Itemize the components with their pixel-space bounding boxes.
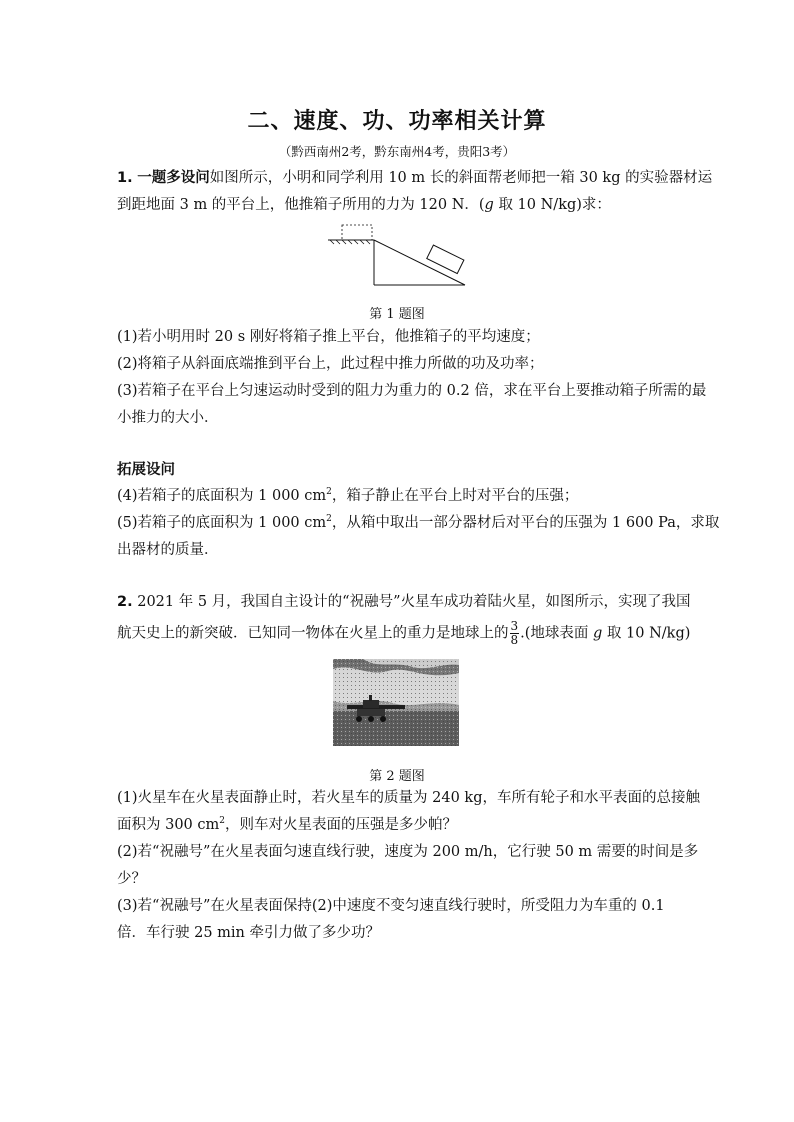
q1-part4-text-end: ，箱子静止在平台上时对平台的压强；	[331, 488, 579, 504]
q1-part5-line2: 出器材的质量．	[117, 542, 219, 558]
superscript: 2	[326, 487, 332, 498]
q1-line1	[117, 168, 712, 188]
q2-text-2b: .(地球表面	[520, 625, 594, 642]
q1-part5-text-end: ，从箱中取出一部分器材后对平台的压强为 1 600 Pa，求取	[331, 515, 720, 531]
q1-text-2: 到距地面 3 m 的平台上，他推箱子所用的力为 120 N．(	[117, 197, 485, 213]
q1-part3-line1: (3)若箱子在平台上匀速运动时受到的阻力为重力的 0.2 倍，求在平台上要推动箱子所需的最	[117, 383, 707, 399]
q1-text-2-end: 取 10 N/kg)求：	[493, 197, 611, 213]
hatch	[342, 240, 346, 244]
q1-text-1: 如图所示，小明和同学利用 10 m 长的斜面帮老师把一箱 30 kg 的实验器材运	[209, 170, 713, 186]
superscript: 2	[219, 816, 225, 827]
q2-part3-line2: 倍．车行驶 25 min 牵引力做了多少功？	[117, 925, 381, 941]
q2-part2-line2: 少？	[117, 871, 146, 887]
q2-part1-text: 面积为 300 cm	[117, 817, 220, 833]
hatch	[330, 240, 334, 244]
q1-part4-text: (4)若箱子的底面积为 1 000 cm	[117, 488, 327, 504]
q1-part1: (1)若小明用时 20 s 刚好将箱子推上平台，他推箱子的平均速度；	[117, 329, 540, 345]
hatch	[360, 240, 364, 244]
q1-tag: 一题多设问	[137, 170, 210, 186]
q1-part2: (2)将箱子从斜面底端推到平台上，此过程中推力所做的功及功率；	[117, 356, 544, 372]
figure-2-caption: 第 2 题图	[369, 769, 425, 784]
q2-part3-line1: (3)若“祝融号”在火星表面保持(2)中速度不变匀速直线行驶时，所受阻力为车重的 0.1	[117, 898, 665, 914]
q2-part1-line1: (1)火星车在火星表面静止时，若火星车的质量为 240 kg，车所有轮子和水平表面的总接触	[117, 790, 700, 806]
figure-1-caption: 第 1 题图	[369, 307, 425, 322]
hatch	[366, 240, 370, 244]
q2-text-2: 航天史上的新突破．已知同一物体在火星上的重力是地球上的	[117, 625, 509, 642]
page-subtitle: （黔西南州2考，黔东南州4考，贵阳3考）	[278, 144, 516, 159]
hatch	[336, 240, 340, 244]
q2-part1-line2	[117, 815, 457, 835]
q1-part5-line1	[117, 513, 719, 533]
fraction-numerator: 3	[510, 619, 519, 633]
q2-line2	[117, 620, 690, 647]
q2-part2-line1: (2)若“祝融号”在火星表面匀速直线行驶，速度为 200 m/h，它行驶 50 m 需要的时间是多	[117, 844, 699, 860]
page-title: 二、速度、功、功率相关计算	[247, 109, 547, 134]
q1-part4	[117, 486, 578, 506]
superscript: 2	[326, 514, 332, 525]
mars-rover-photo	[333, 659, 459, 746]
q2-part1-text-end: ，则车对火星表面的压强是多少帕？	[225, 817, 457, 833]
q1-part5-text: (5)若箱子的底面积为 1 000 cm	[117, 515, 327, 531]
q2-text-1: 2021 年 5 月，我国自主设计的“祝融号”火星车成功着陆火星，如图所示，实现了我国	[132, 594, 691, 610]
hatch	[354, 240, 358, 244]
fraction-denominator: 8	[510, 633, 519, 647]
q1-g-symbol: g	[484, 197, 494, 213]
fraction-three-eighths	[510, 620, 520, 647]
q2-g-symbol: g	[593, 625, 603, 642]
q2-number: 2.	[117, 594, 133, 610]
q2-line1	[117, 592, 691, 612]
extension-heading: 拓展设问	[117, 462, 175, 478]
q1-number: 1.	[117, 170, 133, 186]
dashed-box	[342, 225, 372, 240]
incline-figure	[326, 222, 468, 288]
hatch	[348, 240, 352, 244]
q1-part3-line2: 小推力的大小．	[117, 410, 219, 426]
q1-line2	[117, 195, 611, 215]
q2-text-2c: 取 10 N/kg)	[602, 625, 691, 642]
